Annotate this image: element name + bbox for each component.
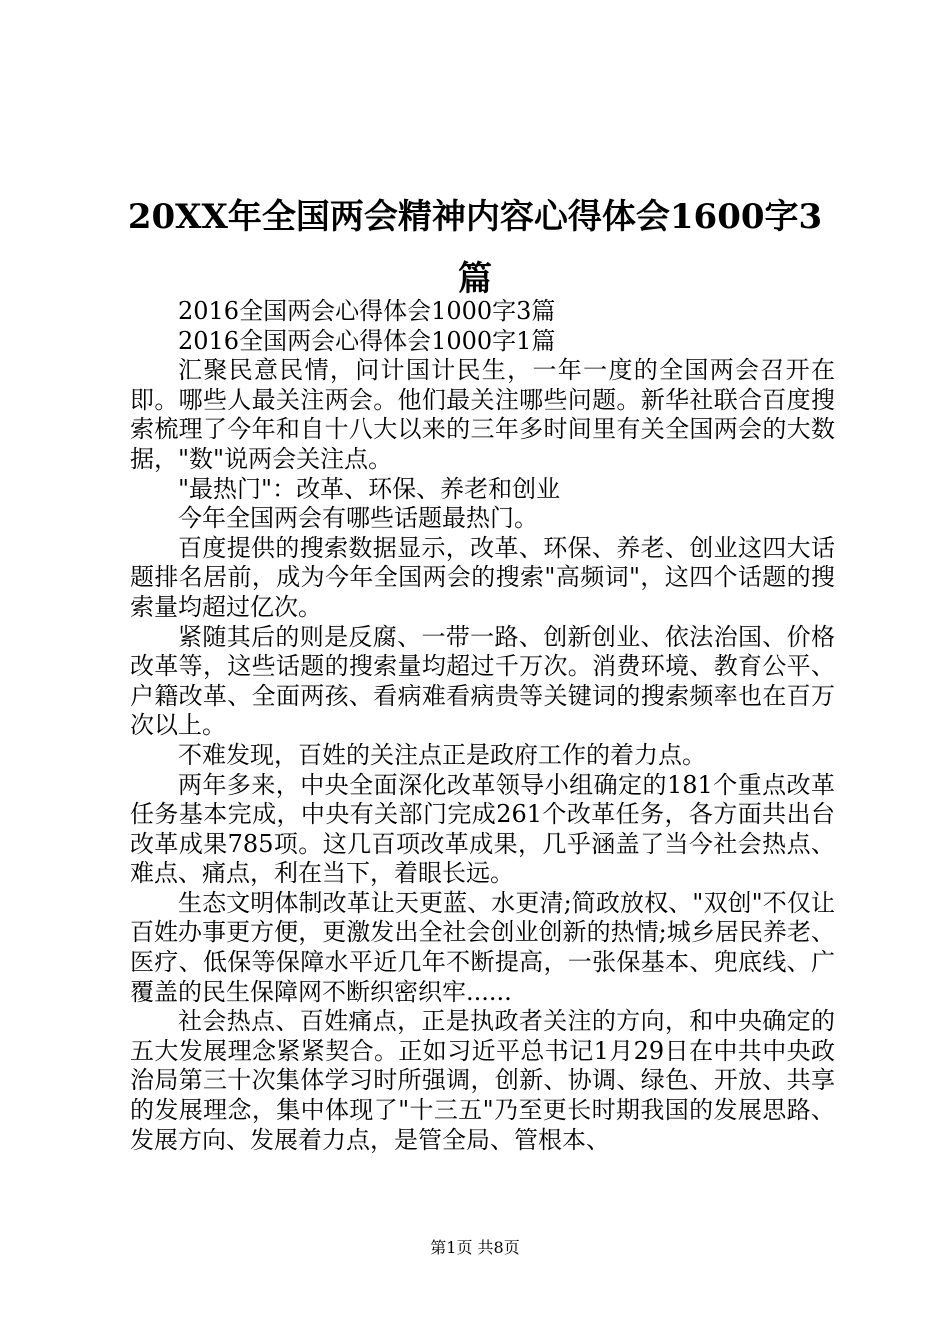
paragraph: 社会热点、百姓痛点，正是执政者关注的方向，和中央确定的五大发展理念紧紧契合。正如习近平总书记1月29日在中共中央政治局第三十次集体学习时所强调，创新、协调、绿色、开放、共享的发展理念，集中体现了"十三五"乃至更长时期我国的发展思路、发展方向、发展着力点，是管全局、管根本、 bbox=[130, 1007, 835, 1154]
paragraph: 今年全国两会有哪些话题最热门。 bbox=[178, 504, 538, 533]
paragraph: 2016全国两会心得体会1000字1篇 bbox=[178, 326, 556, 355]
paragraph: 两年多来，中央全面深化改革领导小组确定的181个重点改革任务基本完成，中央有关部门完成261个改革任务，各方面共出台改革成果785项。这几百项改革成果，几乎涵盖了当今社会热点、难点、痛点，利在当下，着眼长远。 bbox=[130, 770, 835, 888]
page-footer: 第1页 共8页 bbox=[430, 1238, 520, 1257]
paragraph: 汇聚民意民情，问计国计民生，一年一度的全国两会召开在即。哪些人最关注两会。他们最关注哪些问题。新华社联合百度搜索梳理了今年和自十八大以来的三年多时间里有关全国两会的大数据，"数"说两会关注点。 bbox=[130, 356, 835, 473]
paragraph: 生态文明体制改革让天更蓝、水更清;简政放权、"双创"不仅让百姓办事更方便，更激发出全社会创业创新的热情;城乡居民养老、医疗、低保等保障水平近几年不断提高，一张保基本、兜底线、广覆盖的民生保障网不断织密织牢...... bbox=[130, 888, 835, 1006]
document-title bbox=[110, 186, 840, 310]
paragraph: 紧随其后的则是反腐、一带一路、创新创业、依法治国、价格改革等，这些话题的搜索量均超过千万次。消费环境、教育公平、户籍改革、全面两孩、看病难看病贵等关键词的搜索频率也在百万次以上。 bbox=[130, 622, 835, 740]
title-line-1: 20XX年全国两会精神内容心得体会1600字3 bbox=[127, 197, 823, 237]
title-line-2: 篇 bbox=[458, 259, 492, 299]
document-body bbox=[130, 297, 835, 1155]
paragraph: 2016全国两会心得体会1000字3篇 bbox=[178, 297, 556, 325]
paragraph: "最热门"：改革、环保、养老和创业 bbox=[178, 474, 561, 503]
paragraph: 不难发现，百姓的关注点正是政府工作的着力点。 bbox=[178, 740, 706, 769]
paragraph: 百度提供的搜索数据显示，改革、环保、养老、创业这四大话题排名居前，成为今年全国两会的搜索"高频词"，这四个话题的搜索量均超过亿次。 bbox=[130, 533, 835, 621]
